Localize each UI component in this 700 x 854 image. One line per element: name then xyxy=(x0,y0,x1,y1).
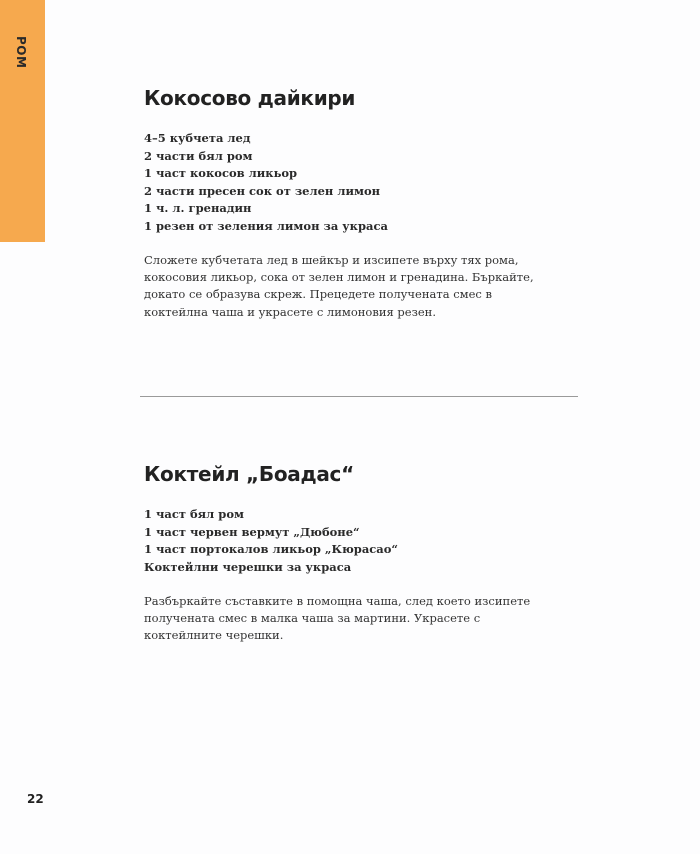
recipe-title: Кокосово дайкири xyxy=(144,86,356,110)
ingredient-item: 1 ч. л. гренадин xyxy=(144,201,252,215)
recipe-coconut-daiquiri xyxy=(144,86,584,321)
section-divider xyxy=(140,396,578,397)
ingredient-item: Коктейлни черешки за украса xyxy=(144,559,352,574)
ingredient-item: 1 резен от зеления лимон за украса xyxy=(144,218,388,233)
recipe-instructions: Сложете кубчетата лед в шейкър и изсипете върху тях рома, кокосовия ликьор, сока от зелен лимон и гренадина. Бъркайте, докато се образува скреж. Прецедете получената смес в коктейлна чаша и украсете с лимоновия резен. xyxy=(144,253,534,319)
ingredient-item: 2 части пресен сок от зелен лимон xyxy=(144,183,381,198)
recipe-instructions: Разбъркайте съставките в помощна чаша, след което изсипете получената смес в малка чаша за мартини. Украсете с коктейлните черешки. xyxy=(144,594,531,643)
ingredient-item: 1 част червен вермут „Дюбоне“ xyxy=(144,524,360,539)
ingredient-item: 1 част кокосов ликьор xyxy=(144,166,298,180)
ingredient-item: 1 част портокалов ликьор „Кюрасао“ xyxy=(144,542,399,556)
ingredient-item: 1 част бял ром xyxy=(144,507,244,521)
section-tab xyxy=(0,0,45,242)
recipe-boadas-cocktail xyxy=(144,462,584,645)
ingredient-item: 4–5 кубчета лед xyxy=(144,131,251,145)
ingredient-list xyxy=(144,506,584,576)
page-number: 22 xyxy=(27,792,44,806)
ingredient-item: 2 части бял ром xyxy=(144,148,253,163)
ingredient-list xyxy=(144,130,584,235)
section-tab-label: РОМ xyxy=(14,36,28,69)
recipe-title: Коктейл „Боадас“ xyxy=(144,462,354,486)
